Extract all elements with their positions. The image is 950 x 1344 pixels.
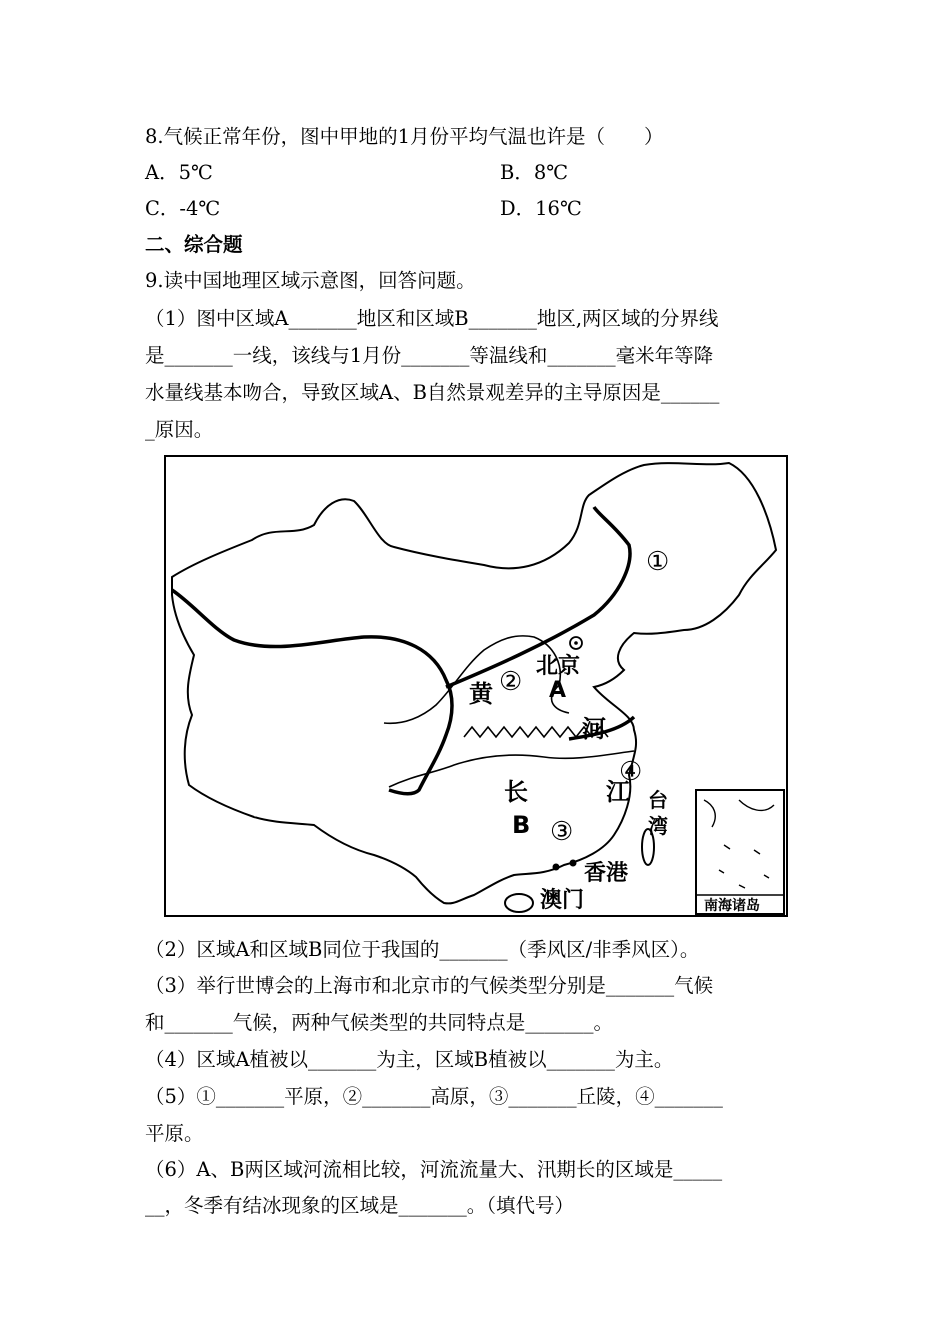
- q9-part5-line1: （5）①_______平原，②_______高原，③_______丘陵，④_______: [145, 1085, 723, 1108]
- label-macau: 澳门: [540, 888, 585, 913]
- china-region-map: [164, 455, 788, 917]
- q9-part6-line2: __，冬季有结冰现象的区域是_______。（填代号）: [145, 1194, 575, 1217]
- label-region-b: B: [512, 811, 531, 839]
- q9-part3-line1: （3）举行世博会的上海市和北京市的气候类型分别是_______气候: [145, 974, 714, 997]
- label-num-1: ①: [646, 547, 670, 577]
- q9-part5-line2: 平原。: [145, 1122, 204, 1145]
- label-beijing: 北京: [536, 654, 581, 679]
- label-chang: 长: [504, 778, 528, 806]
- label-num-2: ②: [499, 667, 523, 697]
- q8-option-a: A．5℃: [145, 161, 213, 184]
- label-wan: 湾: [648, 814, 668, 838]
- label-jiang: 江: [606, 778, 630, 806]
- q9-part1-line4: _原因。: [145, 418, 214, 441]
- q9-stem: 9.读中国地理区域示意图，回答问题。: [145, 269, 476, 292]
- label-he: 河: [582, 715, 606, 743]
- section-title: 二、综合题: [145, 233, 243, 256]
- label-south-sea-islands: 南海诸岛: [704, 898, 760, 914]
- q9-part1-line1: （1）图中区域A_______地区和区域B_______地区,两区域的分界线: [145, 307, 719, 330]
- label-num-3: ③: [550, 817, 574, 847]
- label-huang: 黄: [469, 680, 493, 708]
- hongkong-dot: [570, 860, 577, 867]
- q9-part1-line2: 是_______一线，该线与1月份_______等温线和_______毫米年等降: [145, 344, 714, 367]
- q9-part1-line3: 水量线基本吻合，导致区域A、B自然景观差异的主导原因是______: [145, 381, 720, 404]
- label-tai: 台: [648, 788, 668, 812]
- q9-part2: （2）区域A和区域B同位于我国的_______（季风区/非季风区）。: [145, 938, 700, 961]
- label-hongkong: 香港: [584, 861, 629, 886]
- q8-option-c: C．-4℃: [145, 197, 221, 220]
- label-region-a: A: [549, 678, 567, 703]
- q8-stem: 8.气候正常年份，图中甲地的1月份平均气温也许是（ ）: [145, 125, 664, 148]
- q9-part6-line1: （6）A、B两区域河流相比较，河流流量大、汛期长的区域是_____: [145, 1158, 723, 1181]
- q8-option-d: D．16℃: [500, 197, 582, 220]
- q9-part3-line2: 和_______气候，两种气候类型的共同特点是_______。: [145, 1011, 614, 1034]
- q9-part4: （4）区域A植被以_______为主，区域B植被以_______为主。: [145, 1048, 674, 1071]
- macau-dot: [553, 864, 560, 871]
- label-num-4: ④: [619, 757, 643, 787]
- q8-option-b: B．8℃: [500, 161, 569, 184]
